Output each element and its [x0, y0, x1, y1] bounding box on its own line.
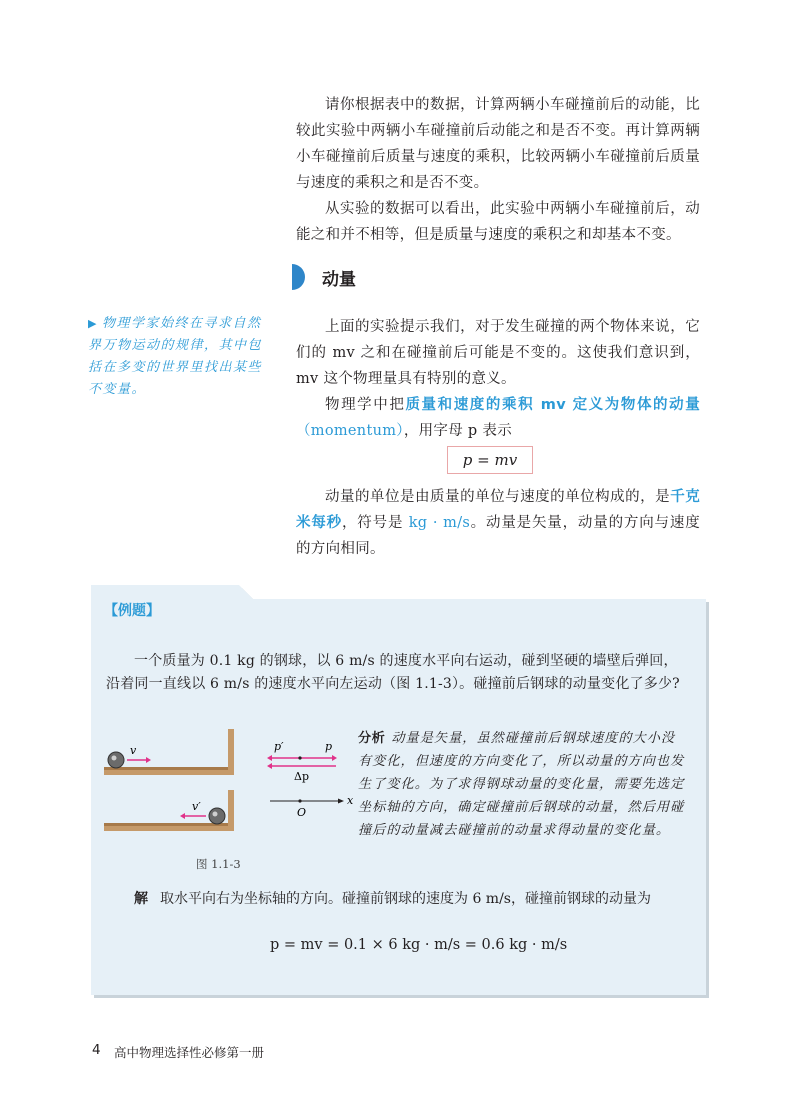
- section-title: 动量: [322, 270, 356, 290]
- label-origin: O: [297, 806, 307, 819]
- unit-post: 。动量是矢量，动量的方向与速度的方向相同。: [296, 515, 701, 557]
- label-delta-p: Δp: [294, 770, 309, 783]
- analysis-block: [358, 727, 686, 842]
- definition-highlight: 质量和速度的乘积 mv 定义为物体的动量: [405, 397, 701, 413]
- solution-block: [106, 888, 686, 911]
- label-p-prime: p′: [274, 740, 284, 753]
- paragraph-momentum-intro: 上面的实验提示我们，对于发生碰撞的两个物体来说，它们的 mv 之和在碰撞前后可能是不变的。这使我们意识到，mv 这个物理量具有特别的意义。: [296, 319, 700, 387]
- analysis-lead: 分析: [358, 731, 386, 746]
- triangle-bullet-icon: ▶: [88, 317, 98, 330]
- momentum-formula-box: p = mv: [447, 446, 533, 474]
- ball-before-icon: [108, 752, 124, 768]
- margin-note: [88, 313, 273, 401]
- paragraph-observation: 从实验的数据可以看出，此实验中两辆小车碰撞前后，动能之和并不相等，但是质量与速度的乘积之和却基本不变。: [296, 201, 700, 243]
- label-v-prime: v′: [192, 800, 201, 813]
- analysis-text: 动量是矢量，虽然碰撞前后钢球速度的大小没有变化，但速度的方向变化了，所以动量的方向也发生了变化。为了求得钢球动量的变化量，需要先选定坐标轴的方向，确定碰撞前后钢球的动量，然后用碰撞后的动量减去碰撞前的动量求得动量的变化量。: [358, 731, 685, 838]
- ball-after-icon: [209, 808, 225, 824]
- unit-pre: 动量的单位是由质量的单位与速度的单位构成的，是: [325, 489, 671, 505]
- definition-english: （momentum）: [296, 423, 404, 439]
- solution-lead: 解: [134, 891, 148, 907]
- figure-caption: 图 1.1-3: [196, 857, 241, 871]
- book-title: 高中物理选择性必修第一册: [114, 1045, 265, 1060]
- solution-formula: p = mv = 0.1 × 6 kg · m/s = 0.6 kg · m/s: [270, 937, 568, 953]
- paragraph-intro: 请你根据表中的数据，计算两辆小车碰撞前后的动能，比较此实验中两辆小车碰撞前后动能之和是否不变。再计算两辆小车碰撞前后质量与速度的乘积，比较两辆小车碰撞前后质量与速度的乘积之和是否不变。: [296, 97, 700, 191]
- label-p: p: [325, 740, 333, 753]
- figure-collision: [100, 724, 354, 849]
- definition-pre: 物理学中把: [325, 397, 406, 413]
- margin-note-text: 物理学家始终在寻求自然界万物运动的规律，其中包括在多变的世界里找出某些不变量。: [88, 316, 263, 397]
- paragraph-unit: [296, 484, 700, 562]
- example-label: 【例题】: [104, 603, 160, 619]
- definition-post: ，用字母 p 表示: [403, 423, 513, 439]
- unit-highlight: 千克米每秒: [296, 489, 700, 531]
- paragraph-definition: [296, 392, 700, 444]
- unit-mid: ，符号是: [341, 515, 409, 531]
- section-marker-icon: [292, 264, 305, 290]
- example-problem: 一个质量为 0.1 kg 的钢球，以 6 m/s 的速度水平向右运动，碰到坚硬的墙壁后弹回，沿着同一直线以 6 m/s 的速度水平向左运动（图 1.1-3）。碰撞前后钢球的动量变化了多少?: [106, 653, 680, 692]
- page-number: 4: [92, 1042, 101, 1058]
- label-x-axis: x: [347, 794, 354, 807]
- unit-symbol: kg · m/s: [408, 515, 471, 531]
- solution-text: 取水平向右为坐标轴的方向。碰撞前钢球的速度为 6 m/s，碰撞前钢球的动量为: [160, 891, 651, 907]
- label-v: v: [130, 744, 137, 757]
